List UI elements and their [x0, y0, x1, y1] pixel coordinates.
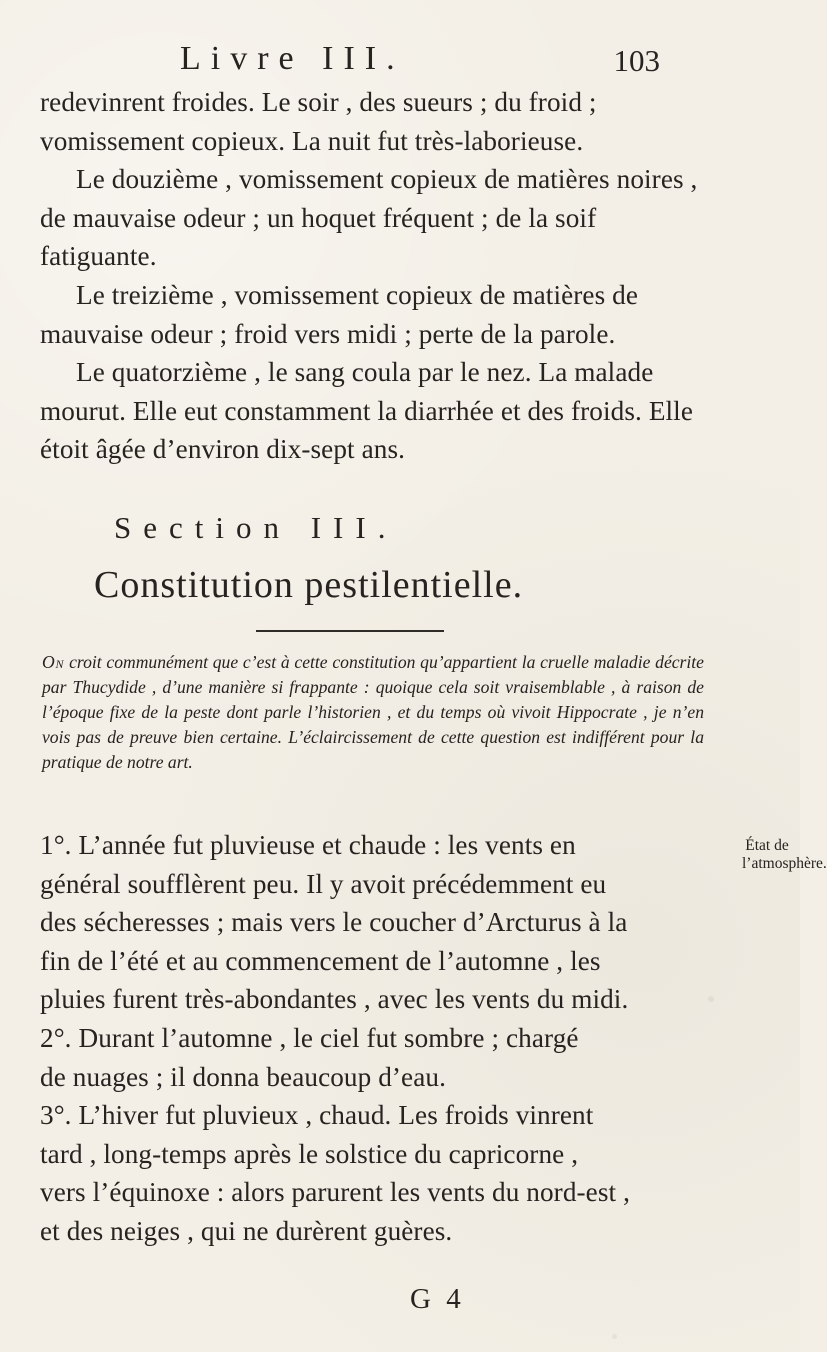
note-text: croit communément que c’est à cette constitution qu’appartient la cruelle maladie décrite par Thucydide , d’une manière si frappante : quoique cela soit vraisemblable , à raison de l’époque fixe de la peste dont parle l’historien , et du temps où vivoit Hippocrate , je n’en vois pas de preuve bien certaine. L’éclaircissement de cette question est indifférent pour la pratique de notre art.	[42, 652, 704, 772]
text-line: des sécheresses ; mais vers le coucher d’Arcturus à la	[40, 907, 628, 938]
book-title: Livre III.	[180, 40, 405, 77]
text-line: fin de l’été et au commencement de l’automne , les	[40, 945, 601, 976]
note-lead: On	[42, 652, 65, 672]
text-line: de nuages ; il donna beaucoup d’eau.	[40, 1061, 446, 1092]
running-head	[180, 40, 660, 80]
margin-note: État de l’atmosphère.	[742, 837, 827, 872]
main-text	[40, 826, 705, 1251]
paper-spot	[708, 996, 714, 1002]
text-line: 2°. Durant l’automne , le ciel fut sombre ; chargé	[40, 1022, 579, 1053]
section-rule	[256, 630, 444, 632]
text-line: 3°. L’hiver fut pluvieux , chaud. Les froids vinrent	[40, 1100, 594, 1131]
text-line: tard , long-temps après le solstice du capricorne ,	[40, 1138, 579, 1169]
paper-spot	[612, 1334, 617, 1339]
page-number: 103	[613, 43, 660, 78]
text-line: et des neiges , qui ne durèrent guères.	[40, 1215, 453, 1246]
signature-mark: G 4	[410, 1283, 465, 1315]
section-heading: Section III.	[114, 510, 398, 545]
section-subtitle: Constitution pestilentielle.	[94, 564, 524, 606]
editorial-note	[42, 650, 704, 775]
text-line: pluies furent très-abondantes , avec les vents du midi.	[40, 984, 629, 1015]
text-line: 1°. L’année fut pluvieuse et chaude : les vents en	[40, 830, 576, 860]
opening-paragraph: Le quatorzième , le sang coula par le nez. La malade mourut. Elle eut constamment la diarrhée et des froids. Elle étoit âgée d’environ dix-sept ans.	[40, 357, 694, 465]
opening-text	[40, 83, 705, 469]
text-line: vers l’équinoxe : alors parurent les vents du nord-est ,	[40, 1177, 630, 1208]
text-line: général soufflèrent peu. Il y avoit précédemment eu	[40, 868, 607, 899]
opening-paragraph: Le treizième , vomissement copieux de matières de mauvaise odeur ; froid vers midi ; perte de la parole.	[40, 279, 639, 349]
opening-paragraph: Le douzième , vomissement copieux de matières noires , de mauvaise odeur ; un hoquet fréquent ; de la soif fatiguante.	[40, 164, 698, 272]
opening-paragraph: redevinrent froides. Le soir , des sueurs ; du froid ; vomissement copieux. La nuit fut très-laborieuse.	[40, 87, 597, 156]
